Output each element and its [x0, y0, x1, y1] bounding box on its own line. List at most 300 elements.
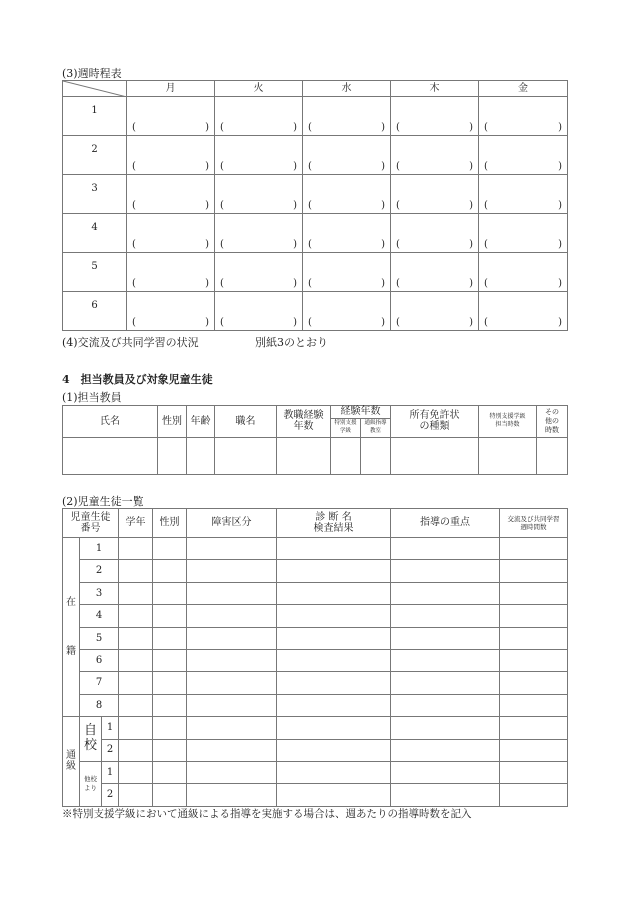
student-focus-cell[interactable]: [391, 582, 500, 604]
parenthesis-field: [391, 200, 478, 212]
header-other-hours: [537, 406, 568, 438]
period-row: [63, 136, 568, 175]
paren-close: ): [558, 199, 562, 211]
student-gender-cell[interactable]: [153, 560, 187, 582]
student-exchange-hours-cell[interactable]: [500, 605, 568, 627]
teachers-table: [62, 405, 568, 475]
students-header-row: [63, 509, 568, 538]
paren-open: (: [132, 316, 136, 328]
paren-open: (: [484, 277, 488, 289]
timetable-cell[interactable]: [127, 136, 215, 175]
student-number: 7: [80, 672, 119, 694]
header-special-hours-line1: 特別支援学級: [489, 413, 526, 421]
student-row: [63, 672, 568, 694]
paren-open: (: [484, 316, 488, 328]
student-row: [63, 582, 568, 604]
timetable-header-row: [63, 81, 568, 97]
paren-close: ): [558, 238, 562, 250]
paren-open: (: [484, 121, 488, 133]
paren-open: (: [132, 199, 136, 211]
student-exchange-hours-cell[interactable]: [500, 582, 568, 604]
student-number: 6: [80, 649, 119, 671]
timetable-cell[interactable]: [127, 214, 215, 253]
timetable-cell[interactable]: [127, 292, 215, 331]
header-other-hours-line3: 時数: [545, 425, 559, 434]
student-grade-cell[interactable]: [119, 717, 153, 739]
teacher-license-cell[interactable]: [391, 437, 479, 474]
student-disability-cell[interactable]: [187, 538, 277, 560]
diagonal-corner-cell: [63, 81, 127, 97]
header-diagnosis-line2: 検査結果: [313, 523, 354, 534]
parenthesis-field: [391, 161, 478, 173]
student-focus-cell[interactable]: [391, 717, 500, 739]
paren-open: (: [396, 199, 400, 211]
header-diagnosis: [277, 509, 391, 538]
student-disability-cell[interactable]: [187, 739, 277, 761]
exchange-value: 別紙3のとおり: [255, 336, 328, 349]
teacher-exp-special-cell[interactable]: [331, 437, 361, 474]
header-disability: 障害区分: [187, 509, 277, 538]
teacher-special-hours-cell[interactable]: [479, 437, 537, 474]
paren-open: (: [308, 316, 312, 328]
student-exchange-hours-cell[interactable]: [500, 784, 568, 806]
timetable-cell[interactable]: [215, 136, 303, 175]
student-row: [63, 627, 568, 649]
students-table: [62, 508, 568, 807]
student-focus-cell[interactable]: [391, 605, 500, 627]
parenthesis-field: [479, 122, 567, 134]
student-grade-cell[interactable]: [119, 538, 153, 560]
parenthesis-field: [303, 161, 390, 173]
student-exchange-hours-cell[interactable]: [500, 627, 568, 649]
timetable-cell[interactable]: [215, 253, 303, 292]
parenthesis-field: [127, 161, 214, 173]
paren-close: ): [381, 316, 385, 328]
period-number: 2: [63, 136, 127, 175]
student-diagnosis-cell[interactable]: [277, 694, 391, 716]
parenthesis-field: [215, 122, 302, 134]
paren-close: ): [381, 277, 385, 289]
paren-open: (: [308, 121, 312, 133]
student-number: 4: [80, 605, 119, 627]
paren-open: (: [308, 238, 312, 250]
timetable-cell[interactable]: [479, 292, 568, 331]
enrolled-label-char: 在: [66, 596, 76, 608]
student-grade-cell[interactable]: [119, 627, 153, 649]
paren-close: ): [469, 121, 473, 133]
student-focus-cell[interactable]: [391, 649, 500, 671]
timetable-cell[interactable]: [303, 175, 391, 214]
parenthesis-field: [391, 122, 478, 134]
paren-close: ): [205, 238, 209, 250]
tsukyu-student-row: [63, 717, 568, 739]
students-heading: (2)児童生徒一覧: [62, 495, 144, 508]
student-gender-cell[interactable]: [153, 739, 187, 761]
paren-open: (: [220, 199, 224, 211]
paren-close: ): [293, 199, 297, 211]
header-gender: 性別: [153, 509, 187, 538]
own-school-label-char: 校: [83, 738, 97, 754]
student-focus-cell[interactable]: [391, 784, 500, 806]
student-number: 5: [80, 627, 119, 649]
parenthesis-field: [127, 200, 214, 212]
student-diagnosis-cell[interactable]: [277, 627, 391, 649]
header-student-number-line1: 児童生徒: [70, 511, 111, 523]
student-row: [63, 538, 568, 560]
section-4-title: 4 担当教員及び対象児童生徒: [62, 373, 213, 386]
day-header: 金: [479, 81, 568, 97]
timetable-cell[interactable]: [479, 136, 568, 175]
student-focus-cell[interactable]: [391, 694, 500, 716]
paren-close: ): [558, 160, 562, 172]
parenthesis-field: [303, 200, 390, 212]
timetable-cell[interactable]: [479, 97, 568, 136]
student-grade-cell[interactable]: [119, 605, 153, 627]
tsukyu-student-row: [63, 761, 568, 783]
timetable-cell[interactable]: [479, 253, 568, 292]
tsukyu-label-char: 通: [66, 749, 76, 761]
header-exchange-hours: [500, 509, 568, 538]
parenthesis-field: [391, 317, 478, 329]
parenthesis-field: [479, 317, 567, 329]
parenthesis-field: [215, 200, 302, 212]
student-disability-cell[interactable]: [187, 649, 277, 671]
enrolled-label: [63, 538, 80, 717]
teacher-other-hours-cell[interactable]: [537, 437, 568, 474]
day-header: 月: [127, 81, 215, 97]
timetable-cell[interactable]: [391, 97, 479, 136]
student-disability-cell[interactable]: [187, 784, 277, 806]
paren-open: (: [484, 238, 488, 250]
student-gender-cell[interactable]: [153, 627, 187, 649]
student-focus-cell[interactable]: [391, 560, 500, 582]
student-focus-cell[interactable]: [391, 761, 500, 783]
timetable-cell[interactable]: [303, 253, 391, 292]
paren-close: ): [205, 160, 209, 172]
student-diagnosis-cell[interactable]: [277, 605, 391, 627]
student-exchange-hours-cell[interactable]: [500, 538, 568, 560]
header-exchange-hours-line2: 週時間数: [520, 523, 547, 531]
paren-open: (: [308, 160, 312, 172]
student-exchange-hours-cell[interactable]: [500, 717, 568, 739]
day-header: 火: [215, 81, 303, 97]
header-exp-resource-line1: 通級指導: [364, 420, 387, 427]
weekly-timetable: [62, 80, 568, 331]
paren-open: (: [308, 199, 312, 211]
timetable-cell[interactable]: [303, 97, 391, 136]
header-age: 年齢: [187, 406, 215, 438]
header-exp-special: [331, 418, 361, 437]
header-teaching-years-line2: 年数: [293, 421, 314, 433]
tsukyu-label-char: 級: [66, 761, 76, 773]
parenthesis-field: [479, 200, 567, 212]
student-gender-cell[interactable]: [153, 784, 187, 806]
timetable-heading: (3)週時程表: [62, 67, 122, 80]
period-number: 1: [63, 97, 127, 136]
paren-close: ): [381, 121, 385, 133]
student-disability-cell[interactable]: [187, 717, 277, 739]
period-number: 3: [63, 175, 127, 214]
student-exchange-hours-cell[interactable]: [500, 739, 568, 761]
paren-close: ): [293, 121, 297, 133]
teacher-name-cell[interactable]: [63, 437, 158, 474]
student-disability-cell[interactable]: [187, 627, 277, 649]
header-exp-resource-line2: 教室: [369, 427, 381, 434]
paren-open: (: [220, 277, 224, 289]
parenthesis-field: [391, 239, 478, 251]
student-disability-cell[interactable]: [187, 694, 277, 716]
day-header: 水: [303, 81, 391, 97]
student-gender-cell[interactable]: [153, 605, 187, 627]
timetable-cell[interactable]: [215, 292, 303, 331]
header-experience: 経験年数: [331, 406, 391, 419]
parenthesis-field: [303, 317, 390, 329]
header-exchange-hours-line1: 交流及び共同学習: [507, 514, 560, 523]
student-exchange-hours-cell[interactable]: [500, 761, 568, 783]
paren-open: (: [396, 121, 400, 133]
student-number: 1: [102, 761, 119, 783]
timetable-cell[interactable]: [303, 214, 391, 253]
tsukyu-student-row: [63, 784, 568, 806]
student-diagnosis-cell[interactable]: [277, 582, 391, 604]
student-gender-cell[interactable]: [153, 694, 187, 716]
timetable-cell[interactable]: [391, 292, 479, 331]
parenthesis-field: [479, 161, 567, 173]
paren-close: ): [558, 316, 562, 328]
student-row: [63, 649, 568, 671]
parenthesis-field: [215, 239, 302, 251]
student-grade-cell[interactable]: [119, 560, 153, 582]
enrolled-label-char: 籍: [66, 646, 76, 658]
parenthesis-field: [303, 122, 390, 134]
paren-close: ): [469, 238, 473, 250]
paren-close: ): [205, 199, 209, 211]
parenthesis-field: [479, 239, 567, 251]
student-focus-cell[interactable]: [391, 538, 500, 560]
header-name: 氏名: [63, 406, 158, 438]
student-diagnosis-cell[interactable]: [277, 538, 391, 560]
header-exp-special-line1: 特別支援: [334, 420, 357, 427]
student-exchange-hours-cell[interactable]: [500, 560, 568, 582]
paren-open: (: [484, 160, 488, 172]
paren-close: ): [293, 316, 297, 328]
paren-open: (: [132, 238, 136, 250]
student-exchange-hours-cell[interactable]: [500, 649, 568, 671]
paren-open: (: [132, 160, 136, 172]
paren-close: ): [293, 277, 297, 289]
parenthesis-field: [127, 239, 214, 251]
timetable-cell[interactable]: [127, 175, 215, 214]
header-license: [391, 406, 479, 438]
teacher-position-cell[interactable]: [215, 437, 277, 474]
student-number: 2: [102, 739, 119, 761]
timetable-cell[interactable]: [127, 97, 215, 136]
tsukyu-student-row: [63, 739, 568, 761]
student-gender-cell[interactable]: [153, 649, 187, 671]
period-row: [63, 253, 568, 292]
period-number: 6: [63, 292, 127, 331]
timetable-cell[interactable]: [303, 292, 391, 331]
timetable-cell[interactable]: [215, 214, 303, 253]
timetable-cell[interactable]: [391, 136, 479, 175]
timetable-cell[interactable]: [215, 97, 303, 136]
other-school-label-char: 他校: [84, 775, 97, 784]
parenthesis-field: [391, 278, 478, 290]
teacher-gender-cell[interactable]: [158, 437, 187, 474]
student-grade-cell[interactable]: [119, 784, 153, 806]
student-exchange-hours-cell[interactable]: [500, 694, 568, 716]
paren-close: ): [469, 277, 473, 289]
paren-open: (: [132, 121, 136, 133]
paren-open: (: [220, 160, 224, 172]
paren-open: (: [220, 121, 224, 133]
student-disability-cell[interactable]: [187, 761, 277, 783]
teacher-age-cell[interactable]: [187, 437, 215, 474]
paren-close: ): [293, 160, 297, 172]
paren-close: ): [205, 121, 209, 133]
timetable-cell[interactable]: [391, 253, 479, 292]
timetable-cell[interactable]: [479, 175, 568, 214]
student-gender-cell[interactable]: [153, 761, 187, 783]
parenthesis-field: [303, 239, 390, 251]
own-school-label-char: 自: [83, 723, 97, 739]
paren-close: ): [205, 277, 209, 289]
header-other-hours-line2: 他の: [545, 416, 559, 425]
header-special-hours-line2: 担当時数: [495, 421, 520, 429]
student-disability-cell[interactable]: [187, 605, 277, 627]
student-number: 1: [80, 538, 119, 560]
paren-close: ): [381, 238, 385, 250]
student-diagnosis-cell[interactable]: [277, 739, 391, 761]
paren-close: ): [381, 160, 385, 172]
paren-open: (: [220, 238, 224, 250]
teachers-heading: (1)担当教員: [62, 391, 122, 404]
timetable-cell[interactable]: [215, 175, 303, 214]
student-grade-cell[interactable]: [119, 582, 153, 604]
student-diagnosis-cell[interactable]: [277, 649, 391, 671]
header-diagnosis-line1: 診 断 名: [315, 511, 352, 523]
footnote: ※特別支援学級において通級による指導を実施する場合は、週あたりの指導時数を記入: [62, 808, 472, 820]
student-diagnosis-cell[interactable]: [277, 761, 391, 783]
parenthesis-field: [303, 278, 390, 290]
student-disability-cell[interactable]: [187, 560, 277, 582]
timetable-cell[interactable]: [391, 214, 479, 253]
student-exchange-hours-cell[interactable]: [500, 672, 568, 694]
student-focus-cell[interactable]: [391, 739, 500, 761]
diagonal-line: [63, 81, 127, 97]
student-grade-cell[interactable]: [119, 761, 153, 783]
period-number: 4: [63, 214, 127, 253]
paren-open: (: [396, 277, 400, 289]
student-diagnosis-cell[interactable]: [277, 672, 391, 694]
student-focus-cell[interactable]: [391, 627, 500, 649]
period-number: 5: [63, 253, 127, 292]
student-gender-cell[interactable]: [153, 582, 187, 604]
paren-close: ): [293, 238, 297, 250]
timetable-cell[interactable]: [303, 136, 391, 175]
parenthesis-field: [127, 317, 214, 329]
header-focus: 指導の重点: [391, 509, 500, 538]
paren-close: ): [469, 199, 473, 211]
student-grade-cell[interactable]: [119, 739, 153, 761]
period-row: [63, 292, 568, 331]
student-row: [63, 605, 568, 627]
student-gender-cell[interactable]: [153, 672, 187, 694]
student-number: 8: [80, 694, 119, 716]
student-gender-cell[interactable]: [153, 538, 187, 560]
student-disability-cell[interactable]: [187, 672, 277, 694]
paren-close: ): [469, 316, 473, 328]
header-exp-special-line2: 学級: [339, 427, 351, 434]
student-diagnosis-cell[interactable]: [277, 784, 391, 806]
header-gender: 性別: [158, 406, 187, 438]
teacher-teaching-years-cell[interactable]: [277, 437, 331, 474]
student-number: 2: [80, 560, 119, 582]
student-diagnosis-cell[interactable]: [277, 560, 391, 582]
paren-close: ): [558, 121, 562, 133]
teacher-exp-resource-cell[interactable]: [361, 437, 391, 474]
parenthesis-field: [127, 278, 214, 290]
student-row: [63, 560, 568, 582]
period-row: [63, 214, 568, 253]
parenthesis-field: [215, 161, 302, 173]
paren-open: (: [484, 199, 488, 211]
other-school-label-char: より: [84, 783, 97, 792]
paren-open: (: [396, 238, 400, 250]
other-school-label: [80, 761, 102, 806]
day-header: 木: [391, 81, 479, 97]
header-grade: 学年: [119, 509, 153, 538]
paren-close: ): [381, 199, 385, 211]
timetable-cell[interactable]: [127, 253, 215, 292]
student-grade-cell[interactable]: [119, 694, 153, 716]
student-gender-cell[interactable]: [153, 717, 187, 739]
header-license-line2: の種類: [419, 421, 450, 433]
student-diagnosis-cell[interactable]: [277, 717, 391, 739]
teacher-row: [63, 437, 568, 474]
student-grade-cell[interactable]: [119, 672, 153, 694]
student-number: 3: [80, 582, 119, 604]
header-teaching-years: [277, 406, 331, 438]
paren-open: (: [396, 316, 400, 328]
paren-close: ): [558, 277, 562, 289]
student-row: [63, 694, 568, 716]
header-student-number-line2: 番号: [80, 523, 101, 534]
header-student-number: [63, 509, 119, 538]
own-school-label: [80, 717, 102, 762]
timetable-cell[interactable]: [479, 214, 568, 253]
header-exp-resource: [361, 418, 391, 437]
student-number: 1: [102, 717, 119, 739]
exchange-label: (4)交流及び共同学習の状況: [62, 336, 199, 349]
period-row: [63, 175, 568, 214]
header-position: 職名: [215, 406, 277, 438]
paren-open: (: [220, 316, 224, 328]
student-disability-cell[interactable]: [187, 582, 277, 604]
student-grade-cell[interactable]: [119, 649, 153, 671]
parenthesis-field: [479, 278, 567, 290]
parenthesis-field: [215, 317, 302, 329]
header-special-hours: [479, 406, 537, 438]
parenthesis-field: [215, 278, 302, 290]
student-number: 2: [102, 784, 119, 806]
paren-open: (: [308, 277, 312, 289]
student-focus-cell[interactable]: [391, 672, 500, 694]
header-teaching-years-line1: 教職経験: [283, 409, 324, 421]
paren-open: (: [132, 277, 136, 289]
timetable-cell[interactable]: [391, 175, 479, 214]
parenthesis-field: [127, 122, 214, 134]
